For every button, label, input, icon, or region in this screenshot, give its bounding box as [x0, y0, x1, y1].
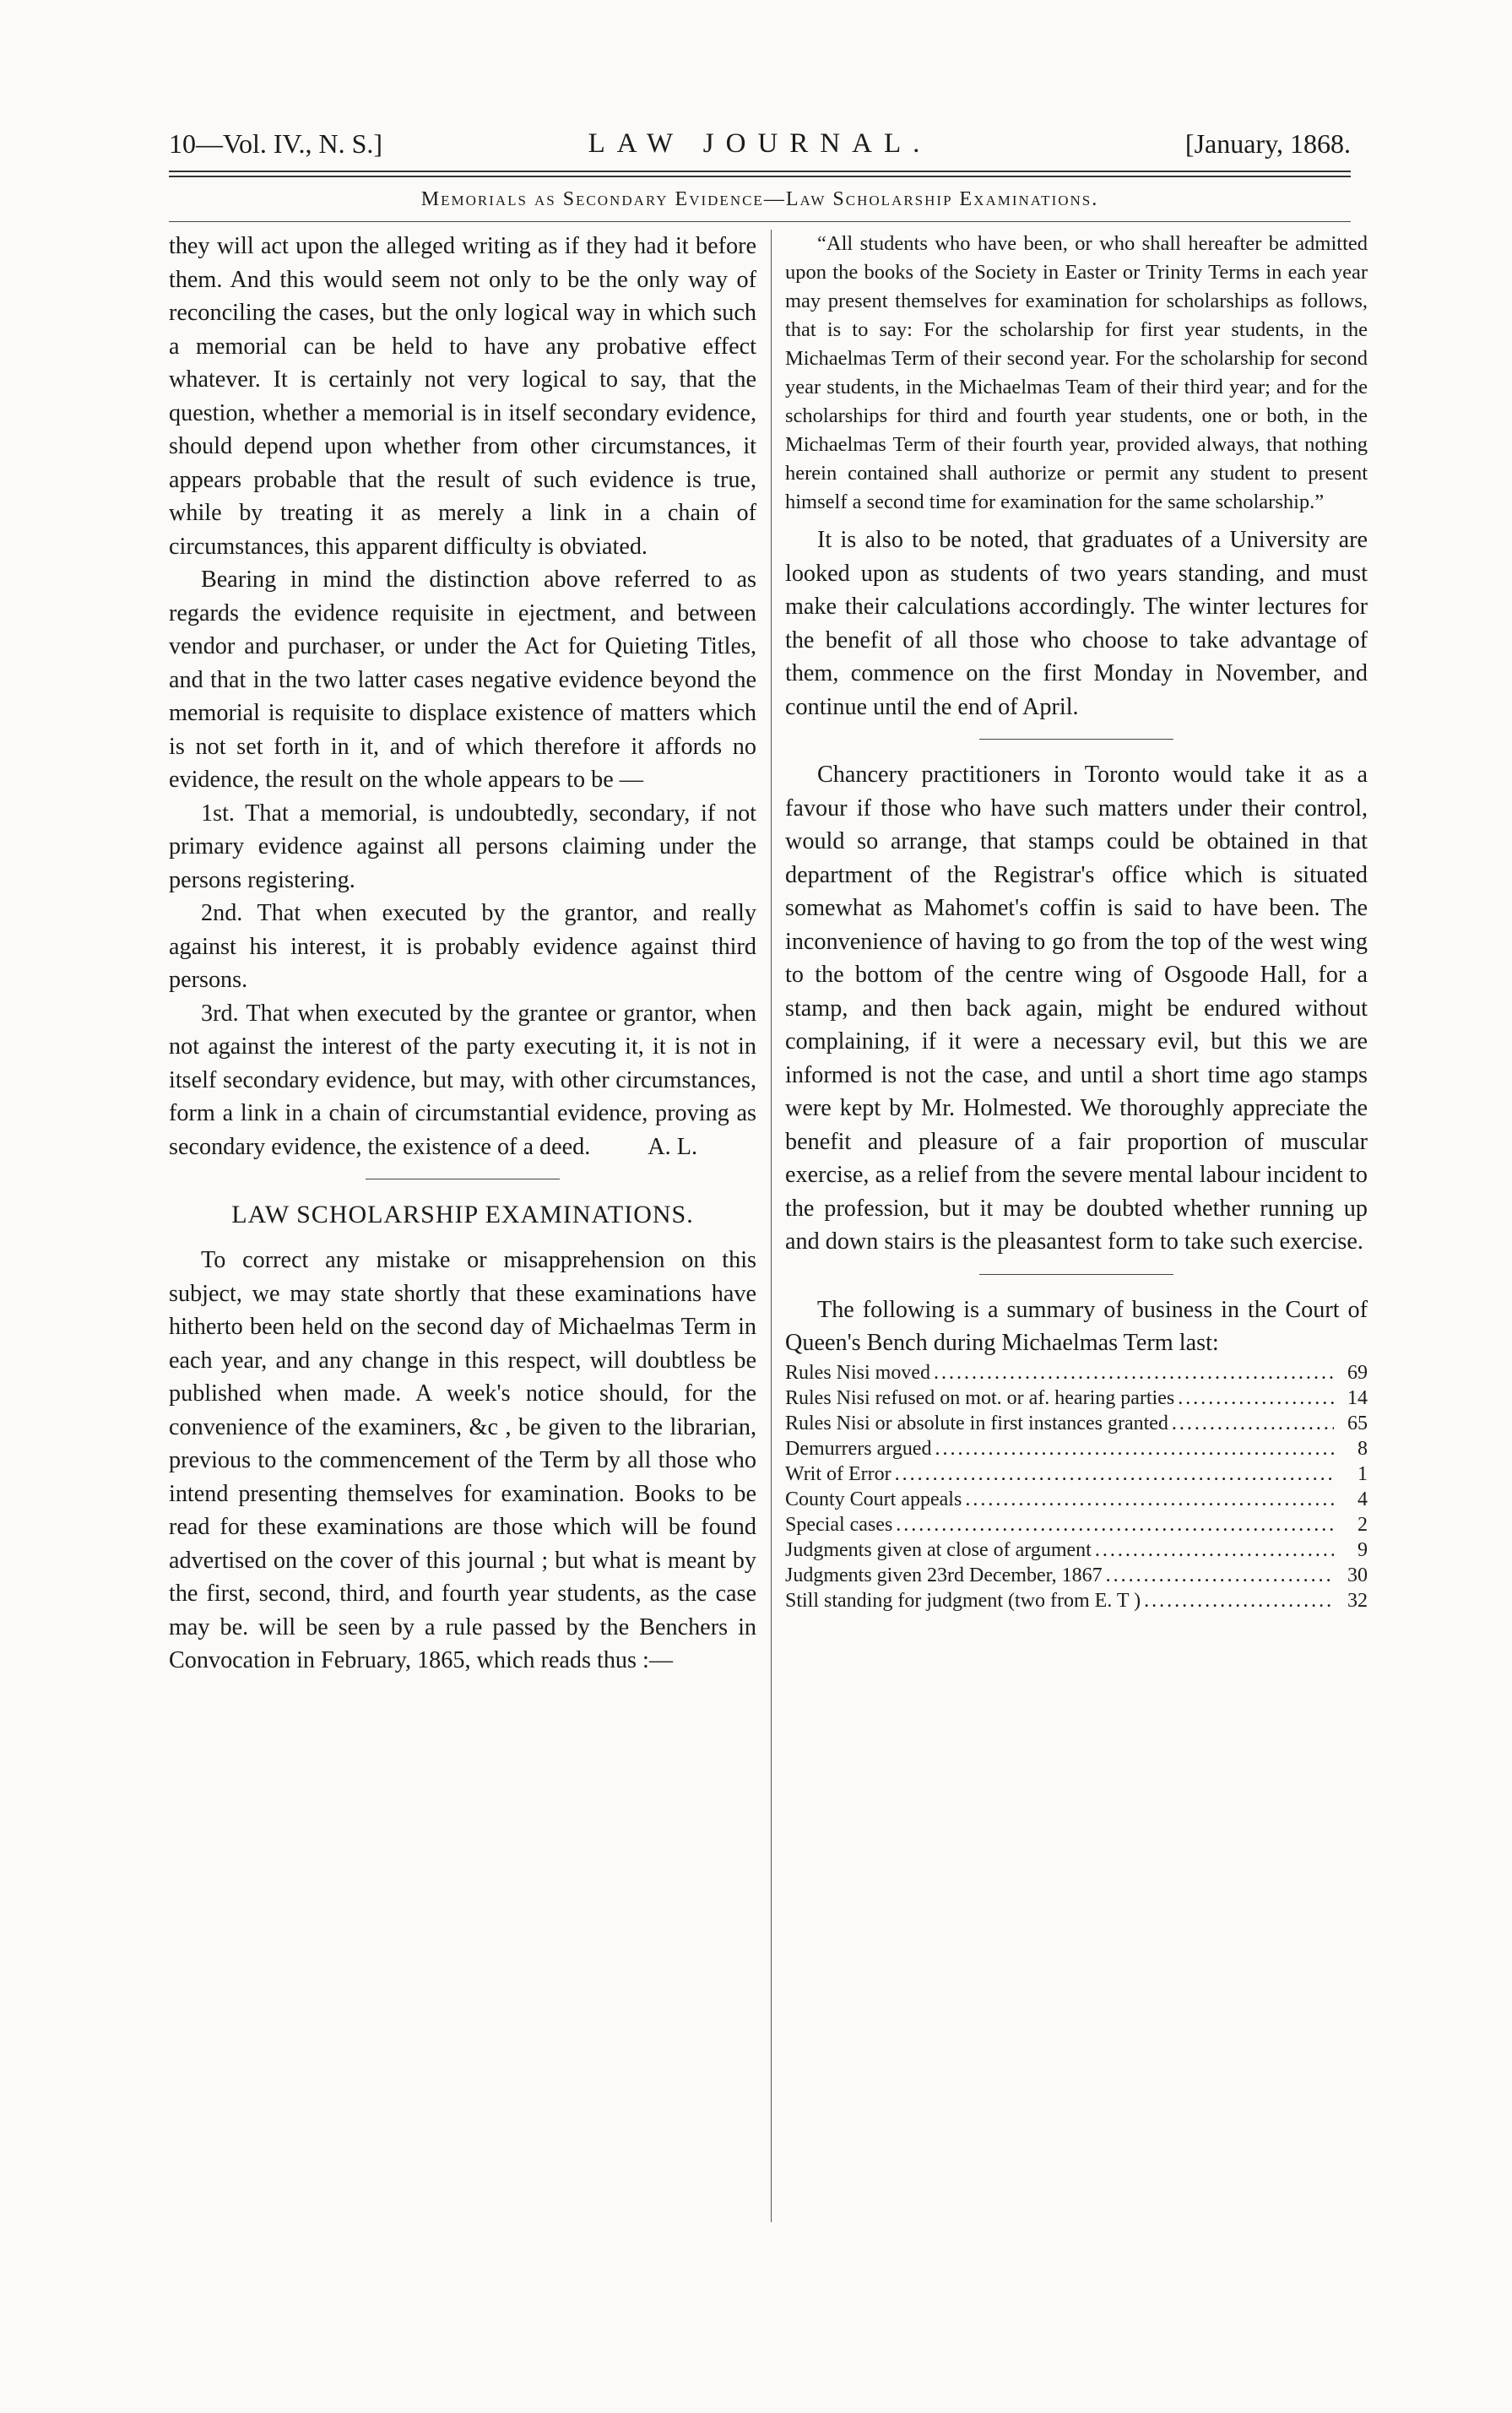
dot-leader	[1172, 1411, 1334, 1436]
summary-row	[785, 1385, 1368, 1411]
dot-leader	[1095, 1537, 1334, 1563]
paragraph	[169, 997, 756, 1164]
dot-leader	[935, 1436, 1334, 1461]
summary-label: Judgments given 23rd December, 1867	[785, 1564, 1103, 1586]
summary-label: Still standing for judgment (two from E. T )	[785, 1589, 1141, 1612]
paragraph: 2nd. That when executed by the grantor, and really against his interest, it is probably evidence against third persons.	[169, 900, 756, 993]
summary-label: County Court appeals	[785, 1488, 962, 1510]
summary-row	[785, 1563, 1368, 1588]
summary-count: 1	[1358, 1462, 1368, 1485]
summary-label: Rules Nisi refused on mot. or af. hearing parties	[785, 1386, 1175, 1409]
summary-row	[785, 1588, 1368, 1613]
paragraph: they will act upon the alleged writing as if they had it before them. And this would seem not only to be the only way of reconciling the cases, but the only logical way in which such a memorial can be held to have any probative effect whatever. It is certainly not very logical to say, that the question, whether a memorial is in itself secondary evidence, should depend upon whether from other circumstances, it appears probable that the result of such evidence is true, while by treating it as merely a link in a chain of circumstances, this apparent difficulty is obviated.	[169, 233, 756, 560]
summary-label: Demurrers argued	[785, 1437, 932, 1460]
dot-leader	[1144, 1588, 1334, 1613]
summary-label: Rules Nisi or absolute in first instances granted	[785, 1412, 1168, 1434]
paragraph: Bearing in mind the distinction above referred to as regards the evidence requisite in ejectment, and between vendor and purchaser, or under the Act for Quieting Titles, and that in the two latter cases negative evidence beyond the memorial is requisite to displace existence of matters which is not set forth in it, and of which therefore it affords no evidence, the result on the whole appears to be —	[169, 567, 756, 793]
section-title: LAW SCHOLARSHIP EXAMINATIONS.	[231, 1201, 694, 1228]
paragraph: The following is a summary of business in the Court of Queen's Bench during Michaelmas Term last:	[785, 1296, 1368, 1356]
paragraph: To correct any mistake or misapprehension on this subject, we may state shortly that these examinations have hitherto been held on the second day of Michaelmas Term in each year, and any change in this respect, will doubtless be published when made. A week's notice should, for the convenience of the examiners, &c , be given to the librarian, previous to the commencement of the Term by all those who intend presenting themselves for examination. Books to be read for these examinations are those which will be found advertised on the cover of this journal ; but what is meant by the first, second, third, and fourth year students, as the case may be. will be seen by a rule passed by the Benchers in Convocation in February, 1865, which reads thus :—	[169, 1247, 756, 1673]
summary-count: 14	[1347, 1386, 1368, 1409]
summary-row	[785, 1360, 1368, 1385]
page-subheading: Memorials as Secondary Evidence—Law Scholarship Examinations.	[420, 188, 1099, 210]
journal-title: LAW JOURNAL.	[588, 128, 932, 159]
header-double-rule	[169, 171, 1351, 177]
dot-leader	[934, 1360, 1334, 1385]
summary-row	[785, 1512, 1368, 1537]
dot-leader	[965, 1487, 1334, 1512]
dot-leader	[896, 1512, 1334, 1537]
summary-label: Writ of Error	[785, 1462, 891, 1485]
summary-row	[785, 1411, 1368, 1436]
subheading-rule	[169, 221, 1351, 222]
summary-count: 69	[1347, 1361, 1368, 1384]
summary-row	[785, 1487, 1368, 1512]
section-divider	[979, 1274, 1173, 1275]
paragraph: It is also to be noted, that graduates of a University are looked upon as students of two years standing, and must make their calculations accordingly. The winter lectures for the benefit of all those who choose to take advantage of them, commence on the first Monday in November, and continue until the end of April.	[785, 527, 1368, 720]
summary-count: 9	[1358, 1538, 1368, 1561]
quoted-rule: “All students who have been, or who shall hereafter be admitted upon the books of the Society in Easter or Trinity Terms in each year may present themselves for examination for scholarships as follows, that is to say: For the scholarship for first year students, in the Michaelmas Term of their second year. For the scholarship for second year students, in the Michaelmas Team of their third year; and for the scholarships for third and fourth year students, one or both, in the Michaelmas Term of their fourth year, provided always, that nothing herein contained shall authorize or permit any student to present himself a second time for examination for the same scholarship.”	[785, 232, 1368, 513]
dot-leader	[895, 1461, 1334, 1487]
business-summary-list	[785, 1360, 1368, 1613]
summary-label: Special cases	[785, 1513, 893, 1536]
summary-row	[785, 1436, 1368, 1461]
summary-count: 4	[1358, 1488, 1368, 1510]
left-column	[169, 230, 756, 1678]
paragraph-text: 3rd. That when executed by the grantee or grantor, when not against the interest of the party executing it, it is not in itself secondary evidence, but may, with other circumstances, form a link in a chain of circumstantial evidence, proving as secondary evidence, the existence of a deed.	[169, 1000, 756, 1160]
summary-count: 65	[1347, 1412, 1368, 1434]
paragraph: 1st. That a memorial, is undoubtedly, secondary, if not primary evidence against all persons claiming under the persons registering.	[169, 800, 756, 893]
volume-reference: 10—Vol. IV., N. S.]	[169, 128, 383, 159]
summary-count: 32	[1347, 1589, 1368, 1612]
right-column	[785, 230, 1368, 1613]
paragraph: Chancery practitioners in Toronto would take it as a favour if those who have such matters under their control, would so arrange, that stamps could be obtained in that department of the Registrar's office which is situated somewhat as Mahomet's coffin is said to have been. The inconvenience of having to go from the top of the west wing to the bottom of the centre wing of Osgoode Hall, for a stamp, and then back again, might be endured without complaining, if it were a necessary evil, but this we are informed is not the case, and until a short time ago stamps were kept by Mr. Holmested. We thoroughly appreciate the benefit and pleasure of a fair proportion of muscular exercise, as a relief from the severe mental labour incident to the profession, but it may be doubted whether running up and down stairs is the pleasantest form to take such exercise.	[785, 762, 1368, 1255]
summary-count: 30	[1347, 1564, 1368, 1586]
author-signature: A. L.	[648, 1133, 697, 1160]
summary-row	[785, 1461, 1368, 1487]
section-divider	[979, 739, 1173, 740]
issue-date: [January, 1868.	[1184, 128, 1351, 159]
summary-label: Judgments given at close of argument	[785, 1538, 1092, 1561]
running-head	[169, 118, 1351, 169]
summary-label: Rules Nisi moved	[785, 1361, 930, 1384]
column-divider	[771, 230, 772, 2222]
dot-leader	[1106, 1563, 1334, 1588]
summary-count: 2	[1358, 1513, 1368, 1536]
summary-row	[785, 1537, 1368, 1563]
dot-leader	[1178, 1385, 1334, 1411]
summary-count: 8	[1358, 1437, 1368, 1460]
